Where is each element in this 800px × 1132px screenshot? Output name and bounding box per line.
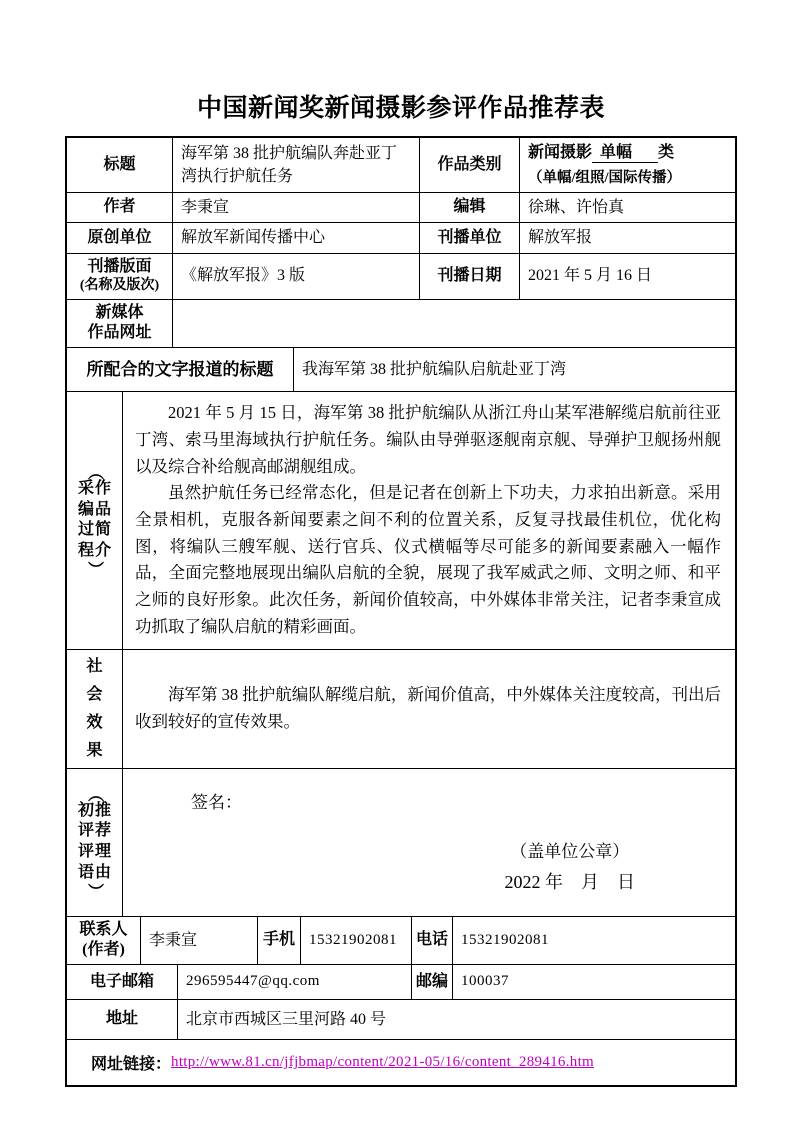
postcode-label: 邮编 <box>411 965 452 999</box>
publish-page-label-line1: 刊播版面 <box>87 257 152 275</box>
paren-close-icon: ） <box>86 882 104 899</box>
process-intro-text <box>122 392 735 648</box>
social-effect-label-col: 社会效果 <box>86 657 103 759</box>
recommendation-label <box>67 769 122 916</box>
signature-label: 签名： <box>191 792 242 812</box>
row-social-effect <box>67 649 735 768</box>
paren-open-icon: （ <box>86 463 104 480</box>
contact-label-line1: 联系人 <box>79 920 128 938</box>
related-report-label: 所配合的文字报道的标题 <box>86 359 274 379</box>
new-media-url-label <box>67 300 172 348</box>
publish-date-value: 2021 年 5 月 16 日 <box>519 254 735 299</box>
row-email-postcode <box>67 964 735 999</box>
new-media-url-label-line2: 作品网址 <box>87 324 152 342</box>
recommendation-label-columns <box>78 801 112 884</box>
row-recommendation <box>67 768 735 916</box>
row-process-intro <box>67 391 735 648</box>
category-label: 作品类别 <box>419 138 519 192</box>
paren-close-icon: ） <box>86 560 104 577</box>
title-label: 标题 <box>103 155 136 173</box>
social-effect-paragraph: 海军第 38 批护航编队解缆启航，新闻价值高，中外媒体关注度较高，刊出后收到较好的宣传效果。 <box>135 684 721 731</box>
category-suffix: 类 <box>658 144 675 161</box>
social-effect-label <box>67 650 122 768</box>
category-selected: 单幅 <box>592 144 658 163</box>
editor-value: 徐琳、许怡真 <box>519 193 735 222</box>
process-intro-paragraph-1: 2021 年 5 月 15 日，海军第 38 批护航编队从浙江舟山某军港解缆启航前往亚丁湾、索马里海域执行护航任务。编队由导弹驱逐舰南京舰、导弹护卫舰扬州舰以及综合补给舰高邮湖舰组成。 <box>135 403 721 476</box>
weblink-label: 网址链接： <box>91 1056 172 1074</box>
category-options: （单幅/组照/国际传播） <box>528 170 682 187</box>
social-effect-text <box>122 650 735 768</box>
category-value-cell <box>519 138 735 192</box>
mobile-value: 15321902081 <box>300 917 411 965</box>
publish-unit-label: 刊播单位 <box>419 223 519 252</box>
row-weblink <box>67 1039 735 1085</box>
new-media-url-label-line1: 新媒体 <box>95 303 144 321</box>
row-author-editor <box>67 192 735 222</box>
process-intro-paragraph-2: 虽然护航任务已经常态化，但是记者在创新上下功夫，力求拍出新意。采用全景相机，克服各新闻要素之间不利的位置关系，反复寻找最佳机位，优化构图，将编队三艘军舰、送行官兵、仪式横幅等尽可能多的新闻要素融入一幅作品，全面完整地展现出编队启航的全貌，展现了我军威武之师、文明之师、和平之师的良好形象。此次任务，新闻价值较高，中外媒体非常关注，记者李秉宣成功抓取了编队启航的精彩画面。 <box>135 483 721 636</box>
origin-unit-value: 解放军新闻传播中心 <box>172 223 419 252</box>
contact-name-value: 李秉宣 <box>140 917 257 965</box>
title-value: 海军第 38 批护航编队奔赴亚丁湾执行护航任务 <box>172 138 419 192</box>
origin-unit-label: 原创单位 <box>87 228 152 246</box>
address-label: 地址 <box>105 1010 138 1028</box>
postcode-value: 100037 <box>452 965 735 999</box>
recommendation-label-col2: 推荐理由 <box>94 801 111 881</box>
row-related-report <box>67 347 735 391</box>
row-origin-publish <box>67 222 735 252</box>
publish-unit-value: 解放军报 <box>519 223 735 252</box>
author-label: 作者 <box>103 198 136 216</box>
social-effect-label-columns <box>86 653 103 765</box>
editor-label: 编辑 <box>419 193 519 222</box>
row-newmedia-url <box>67 299 735 348</box>
page-title: 中国新闻奖新闻摄影参评作品推荐表 <box>196 95 605 122</box>
author-value: 李秉宣 <box>172 193 419 222</box>
email-label: 电子邮箱 <box>89 972 154 990</box>
recommendation-content <box>122 769 735 916</box>
form-table <box>65 136 737 1087</box>
document <box>65 88 737 1087</box>
contact-label-line2: (作者) <box>82 941 125 959</box>
process-intro-label-col2: 作品简介 <box>94 479 111 560</box>
row-page-date <box>67 253 735 299</box>
stamp-area <box>505 838 636 897</box>
new-media-url-value <box>172 300 735 348</box>
row-contact <box>67 916 735 965</box>
row-address <box>67 999 735 1039</box>
contact-label <box>67 917 140 965</box>
publish-page-value: 《解放军报》3 版 <box>172 254 419 299</box>
process-intro-label <box>67 392 122 648</box>
row-title <box>67 138 735 192</box>
phone-value: 15321902081 <box>452 917 735 965</box>
category-value <box>528 141 727 164</box>
stamp-note: （盖单位公章） <box>510 842 630 862</box>
address-value: 北京市西城区三里河路 40 号 <box>177 1000 735 1039</box>
recommendation-label-col1: 初评评语 <box>77 801 94 881</box>
related-report-value: 我海军第 38 批护航编队启航赴亚丁湾 <box>293 348 735 391</box>
paren-open-icon: （ <box>86 785 104 802</box>
publish-page-label-line2: (名称及版次) <box>79 278 160 294</box>
phone-label: 电话 <box>411 917 452 965</box>
weblink-url[interactable]: http://www.81.cn/jfjbmap/content/2021-05/16/content_289416.htm <box>171 1054 595 1071</box>
email-value: 296595447@qq.com <box>177 965 411 999</box>
publish-date-label: 刊播日期 <box>419 254 519 299</box>
mobile-label: 手机 <box>257 917 300 965</box>
category-prefix: 新闻摄影 <box>528 144 593 161</box>
process-intro-label-col1: 采编过程 <box>77 479 94 560</box>
publish-page-label <box>67 254 172 299</box>
stamp-date-line: 2022 年 月 日 <box>504 872 635 893</box>
process-intro-label-columns <box>78 479 112 562</box>
